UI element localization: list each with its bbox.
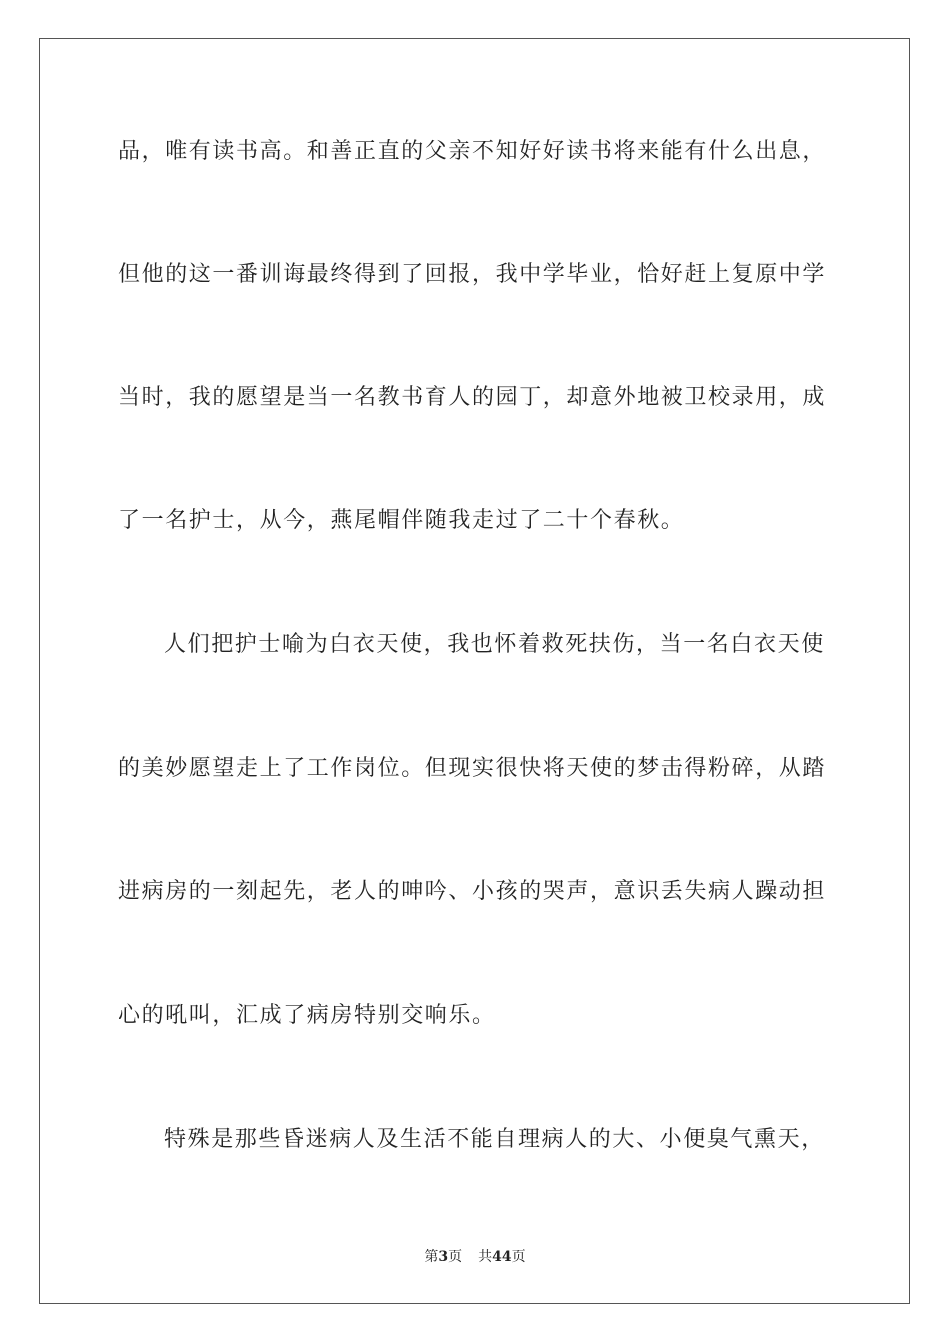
text-line-6: 的美妙愿望走上了工作岗位。但现实很快将天使的梦击得粉碎，从踏 bbox=[118, 756, 827, 781]
page-footer bbox=[0, 1246, 950, 1266]
footer-page-number: 3 bbox=[438, 1249, 449, 1265]
footer-page-prefix: 第 bbox=[424, 1249, 439, 1265]
text-line-5: 人们把护士喻为白衣天使，我也怀着救死扶伤，当一名白衣天使 bbox=[164, 632, 825, 657]
footer-page-suffix: 页 bbox=[448, 1249, 463, 1265]
page-frame bbox=[39, 38, 910, 1304]
text-line-4: 了一名护士，从今，燕尾帽伴随我走过了二十个春秋。 bbox=[118, 508, 685, 533]
footer-total-pages: 44 bbox=[492, 1249, 512, 1265]
footer-total-prefix: 共 bbox=[478, 1249, 493, 1265]
text-line-1: 品，唯有读书高。和善正直的父亲不知好好读书将来能有什么出息， bbox=[118, 139, 827, 164]
footer-total-suffix: 页 bbox=[511, 1249, 526, 1265]
text-line-3: 当时，我的愿望是当一名教书育人的园丁，却意外地被卫校录用，成 bbox=[118, 385, 827, 410]
text-line-7: 进病房的一刻起先，老人的呻吟、小孩的哭声，意识丢失病人躁动担 bbox=[118, 879, 827, 904]
text-line-2: 但他的这一番训诲最终得到了回报，我中学毕业，恰好赶上复原中学 bbox=[118, 262, 827, 287]
text-line-9: 特殊是那些昏迷病人及生活不能自理病人的大、小便臭气熏天， bbox=[164, 1127, 825, 1152]
text-line-8: 心的吼叫，汇成了病房特别交响乐。 bbox=[118, 1003, 496, 1028]
